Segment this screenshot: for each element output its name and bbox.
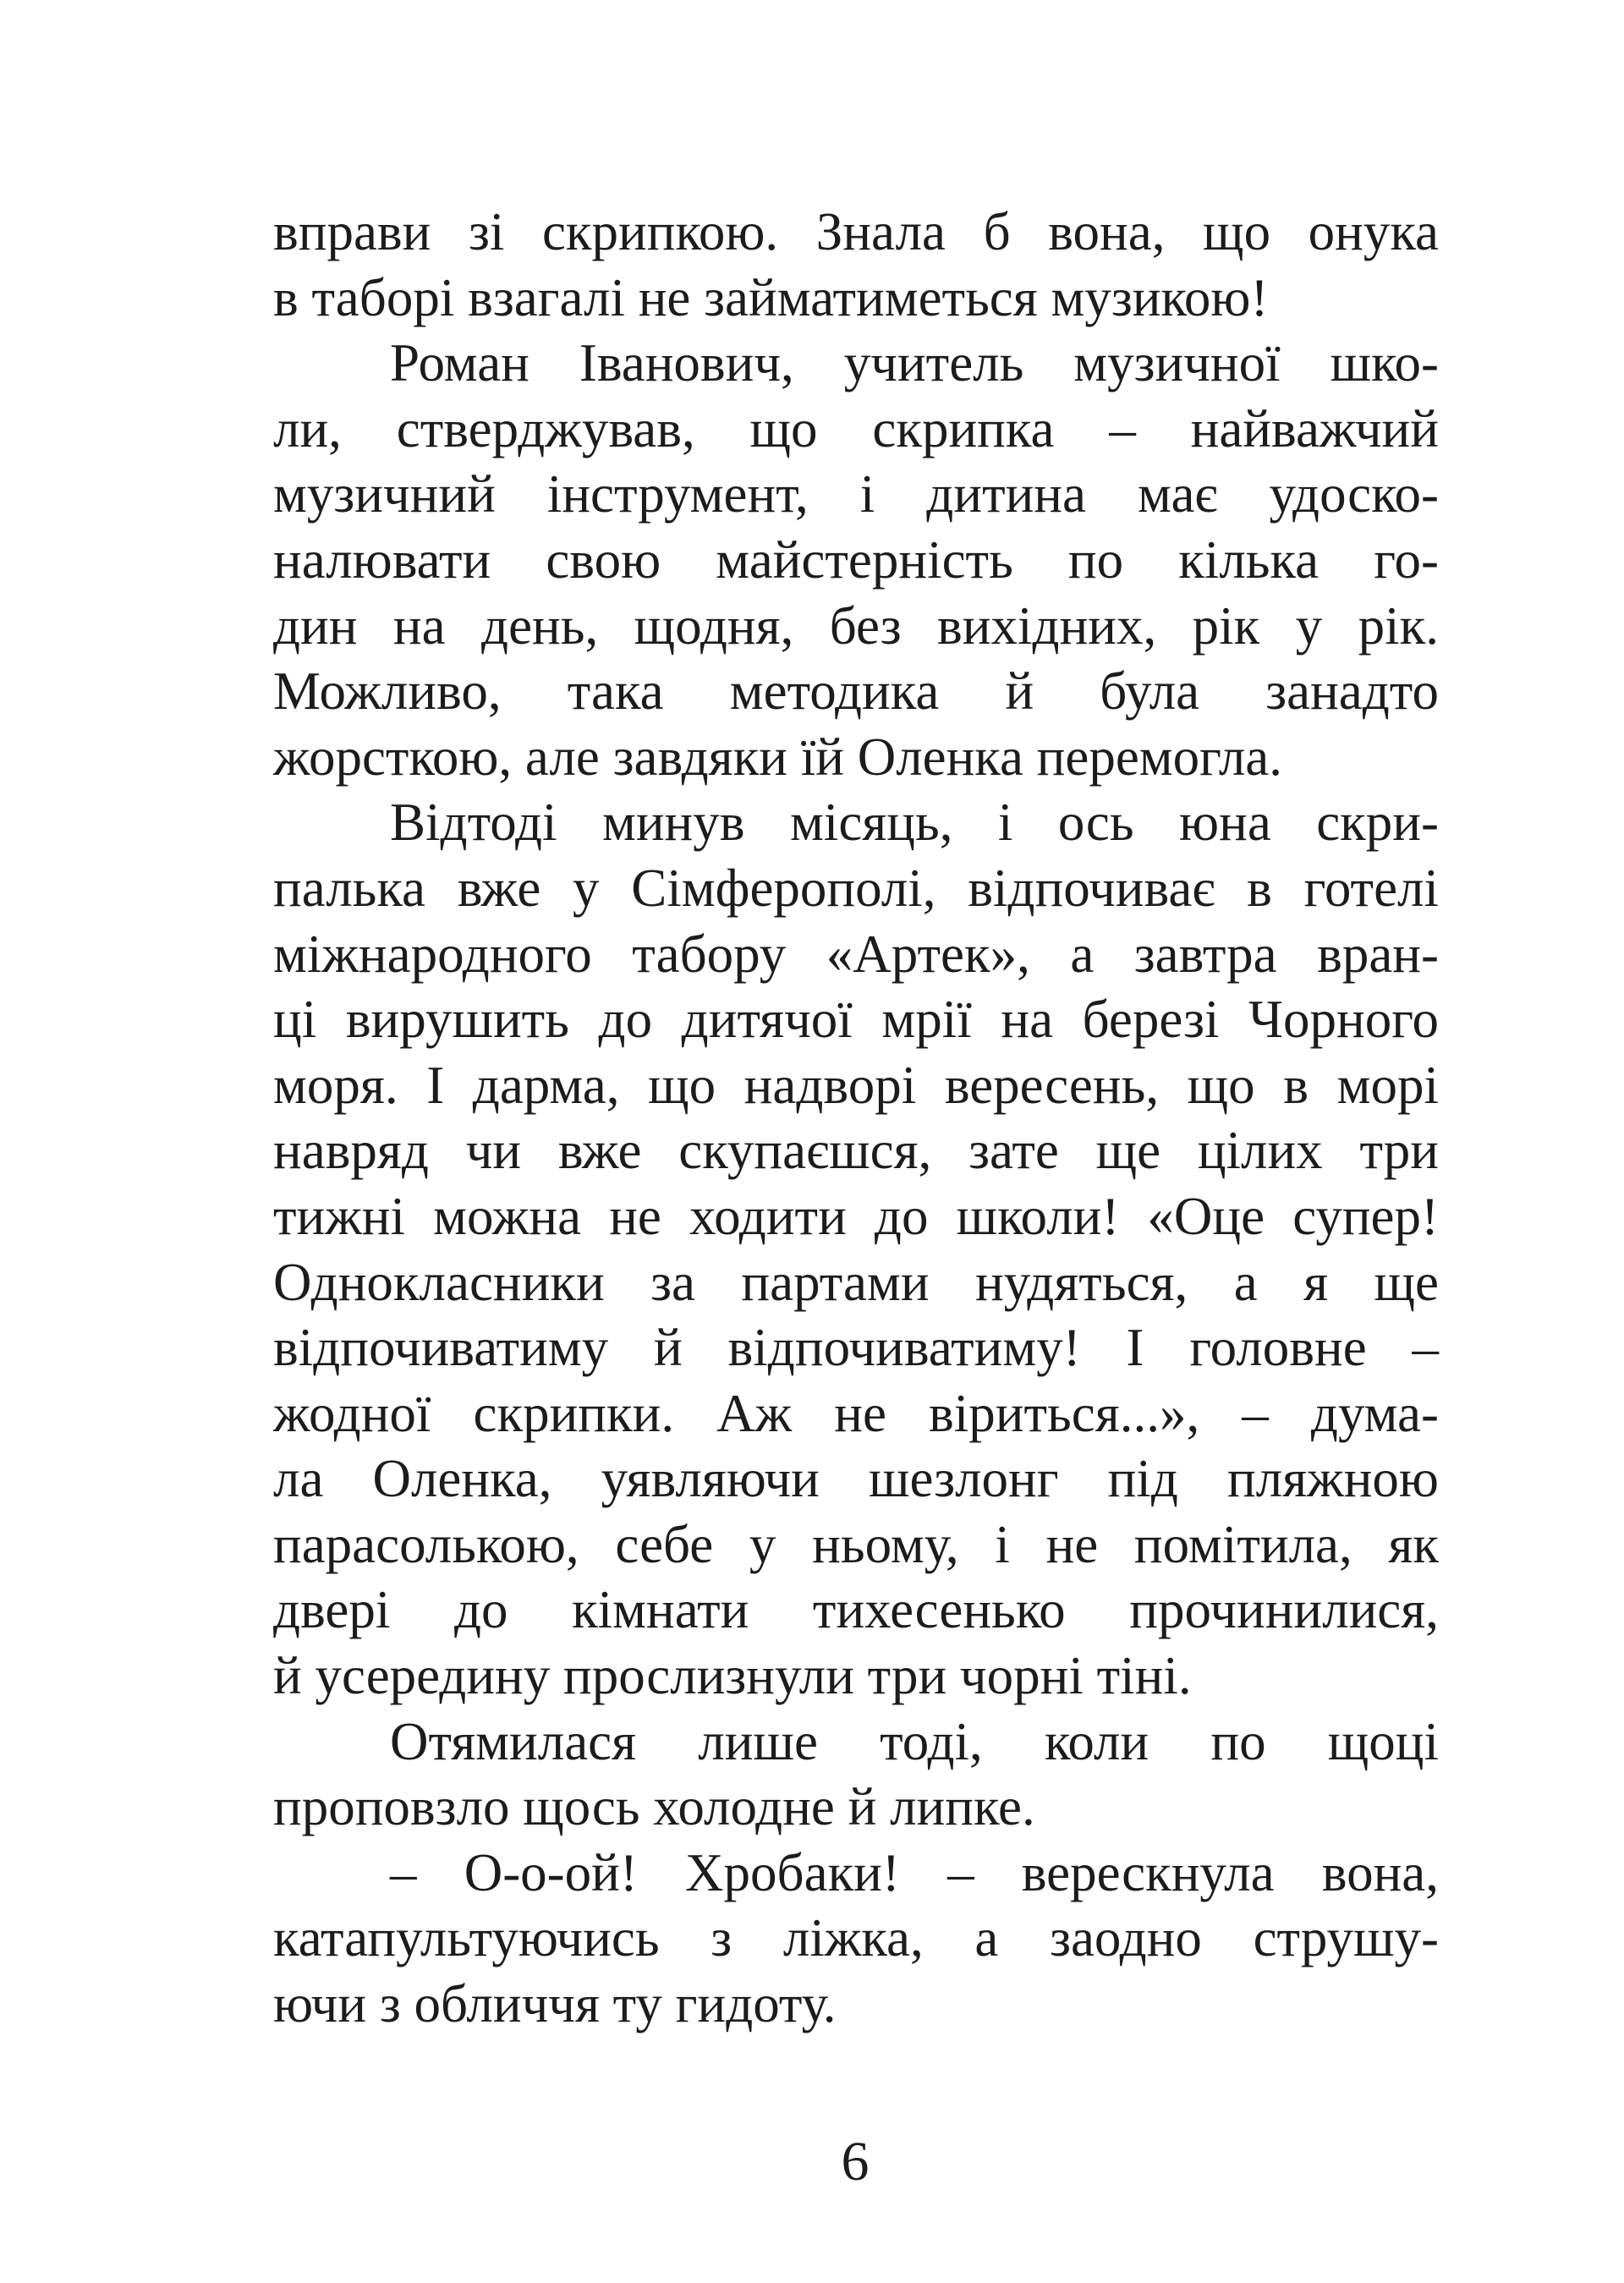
text-line: проповзло щось холодне й липке.	[273, 1777, 1035, 1837]
text-line: палька вже у Сімферополі, відпочиває в готелі	[273, 858, 1439, 918]
text-line: навряд чи вже скупаєшся, зате ще цілих три	[273, 1121, 1439, 1181]
page-number: 6	[841, 2131, 870, 2192]
text-line: міжнародного табору «Артек», а завтра вран-	[273, 924, 1439, 984]
text-line: ли, стверджував, що скрипка – найважчий	[273, 398, 1439, 458]
text-line: жодної скрипки. Аж не віриться...», – дума-	[273, 1383, 1439, 1443]
paragraph	[273, 331, 1439, 790]
text-line: тижні можна не ходити до школи! «Оце супер!	[273, 1186, 1439, 1246]
text-line: вправи зі скрипкою. Знала б вона, що онука	[273, 202, 1439, 261]
paragraph	[273, 790, 1439, 1709]
text-line: ла Оленка, уявляючи шезлонг під пляжною	[273, 1449, 1439, 1509]
text-line: Отямилася лише тоді, коли по щоці	[390, 1711, 1439, 1771]
text-line: моря. І дарма, що надворі вересень, що в морі	[273, 1055, 1439, 1115]
text-line: ці вирушить до дитячої мрії на березі Чорного	[273, 990, 1439, 1050]
text-line: Відтоді минув місяць, і ось юна скри-	[390, 793, 1439, 853]
text-line: – О-о-ой! Хробаки! – верескнула вона,	[390, 1842, 1439, 1902]
text-line: катапультуючись з ліжка, а заодно струшу-	[273, 1908, 1439, 1968]
text-line: музичний інструмент, і дитина має удоско-	[273, 464, 1439, 524]
text-line: налювати свою майстерність по кілька го-	[273, 530, 1439, 590]
text-line: відпочиватиму й відпочиватиму! І головне –	[273, 1318, 1439, 1378]
text-line: Можливо, така методика й була занадто	[273, 661, 1439, 722]
text-line: жорсткою, але завдяки їй Оленка перемогла.	[273, 727, 1282, 787]
text-line: Однокласники за партами нудяться, а я ще	[273, 1252, 1439, 1312]
paragraph	[273, 1710, 1439, 1841]
text-line: в таборі взагалі не займатиметься музикою!	[273, 267, 1269, 327]
text-line: дин на день, щодня, без вихідних, рік у рік.	[273, 595, 1439, 656]
text-line: й усередину прослизнули три чорні тіні.	[273, 1646, 1192, 1706]
text-line: Роман Іванович, учитель музичної шко-	[390, 333, 1439, 393]
text-line: двері до кімнати тихесенько прочинилися,	[273, 1580, 1439, 1640]
text-line: парасолькою, себе у ньому, і не помітила, як	[273, 1514, 1439, 1574]
text-line: ючи з обличчя ту гидоту.	[273, 1974, 837, 2034]
paragraph	[273, 200, 1439, 331]
paragraph	[273, 1841, 1439, 2038]
page-body-text	[273, 200, 1439, 2038]
